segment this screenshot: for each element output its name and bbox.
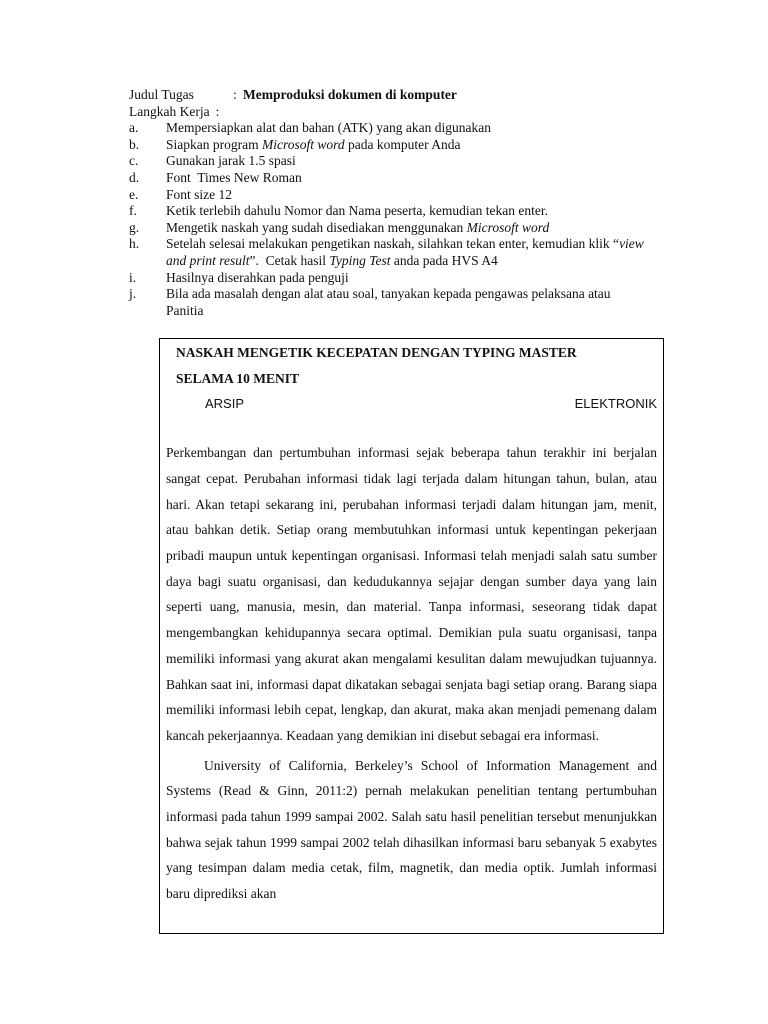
step-item [129, 137, 649, 154]
step-text-em: view and print result [166, 236, 644, 268]
step-text-pre: Mengetik naskah yang sudah disediakan menggunakan [166, 219, 467, 235]
step-text-mid: ”. Cetak hasil [249, 252, 330, 268]
step-item [129, 220, 649, 237]
step-marker: g. [129, 219, 140, 235]
step-item [129, 187, 649, 204]
box-title-line2: SELAMA 10 MENIT [176, 370, 300, 386]
judul-label: Judul Tugas [129, 87, 194, 102]
typing-text-box [159, 338, 664, 934]
step-marker: b. [129, 136, 140, 152]
judul-colon: : [233, 87, 237, 102]
step-text-post: pada komputer Anda [344, 136, 461, 152]
step-item [129, 120, 649, 137]
step-item [129, 153, 649, 170]
steps-list [129, 120, 649, 319]
step-marker: e. [129, 186, 139, 202]
step-text [166, 236, 649, 269]
step-marker: d. [129, 169, 140, 185]
step-text-post: anda pada HVS A4 [390, 252, 498, 268]
judul-row [129, 87, 649, 104]
step-marker: i. [129, 269, 137, 285]
step-text-em: Microsoft word [261, 136, 345, 152]
step-marker: a. [129, 120, 139, 136]
step-text-pre: Setelah selesai melakukan pengetikan naskah, silahkan tekan enter, kemudian klik “ [166, 236, 620, 252]
step-text: Font Times New Roman [166, 169, 302, 185]
judul-value: Memproduksi dokumen di komputer [243, 87, 457, 102]
langkah-row [129, 104, 649, 121]
langkah-colon: : [215, 103, 220, 119]
arsip-elektronik-row [160, 396, 663, 412]
step-text: Ketik terlebih dahulu Nomor dan Nama peserta, kemudian tekan enter. [166, 203, 548, 219]
step-marker: h. [129, 236, 140, 252]
box-title-line1: NASKAH MENGETIK KECEPATAN DENGAN TYPING MASTER [176, 345, 577, 360]
step-text: Gunakan jarak 1.5 spasi [166, 153, 296, 169]
paragraph-1: Perkembangan dan pertumbuhan informasi sejak beberapa tahun terakhir ini berjalan sangat cepat. Perubahan informasi tidak lagi terjada dalam hitungan tahun, bulan, atau hari. Akan tetapi sekarang ini, perubahan informasi terjadi dalam hitungan jam, menit, atau bahkan detik. Setiap orang membutuhkan informasi untuk kepentingan pekerjaan pribadi maupun untuk kepentingan organisasi. Informasi telah menjadi salah satu sumber daya bagi suatu organisasi, dan kedudukannya sejajar dengan sumber daya yang lain seperti uang, manusia, mesin, dan material. Tanpa informasi, seseorang tidak dapat mengembangkan kehidupannya secara optimal. Demikian pula suatu organisasi, tanpa memiliki informasi yang akurat akan mengalami kesulitan dalam mewujudkan tujuannya. Bahkan saat ini, informasi dapat dikatakan sebagai senjata bagi setiap orang. Barang siapa memiliki informasi lebih cepat, lengkap, dan akurat, maka akan menjadi pemenang dalam kancah pekerjaannya. Keadaan yang demikian ini disebut sebagai era informasi. [166, 445, 657, 743]
step-item [129, 236, 649, 269]
step-marker: c. [129, 153, 139, 169]
step-text-em2: Typing Test [329, 252, 391, 268]
step-text-pre: Siapkan program [166, 136, 262, 152]
step-marker: f. [129, 203, 137, 219]
step-item [129, 270, 649, 287]
step-item [129, 203, 649, 220]
word-elektronik: ELEKTRONIK [574, 396, 657, 412]
word-arsip: ARSIP [205, 396, 245, 412]
task-header [129, 87, 649, 319]
step-text: Hasilnya diserahkan pada penguji [166, 269, 349, 285]
langkah-label: Langkah Kerja [129, 103, 210, 119]
step-marker: j. [129, 286, 137, 302]
step-item [129, 170, 649, 187]
step-text [166, 137, 649, 154]
step-text: Font size 12 [166, 186, 232, 202]
step-text-em: Microsoft word [466, 219, 550, 235]
step-text [166, 220, 649, 237]
step-text: Mempersiapkan alat dan bahan (ATK) yang akan digunakan [166, 120, 492, 136]
step-text: Bila ada masalah dengan alat atau soal, tanyakan kepada pengawas pelaksana atau Panitia [166, 286, 611, 318]
step-item [129, 286, 649, 319]
box-title [160, 339, 663, 391]
paragraph-2: University of California, Berkeley’s School of Information Management and Systems (Read & Ginn, 2011:2) pernah melakukan penelitian tentang pertumbuhan informasi pada tahun 1999 sampai 2002. Salah satu hasil penelitian tersebut menunjukkan bahwa sejak tahun 1999 sampai 2002 telah dihasilkan informasi baru sebanyak 5 exabytes yang tesimpan dalam media cetak, film, magnetik, dan media optik. Jumlah informasi baru diprediksi akan [166, 757, 657, 902]
